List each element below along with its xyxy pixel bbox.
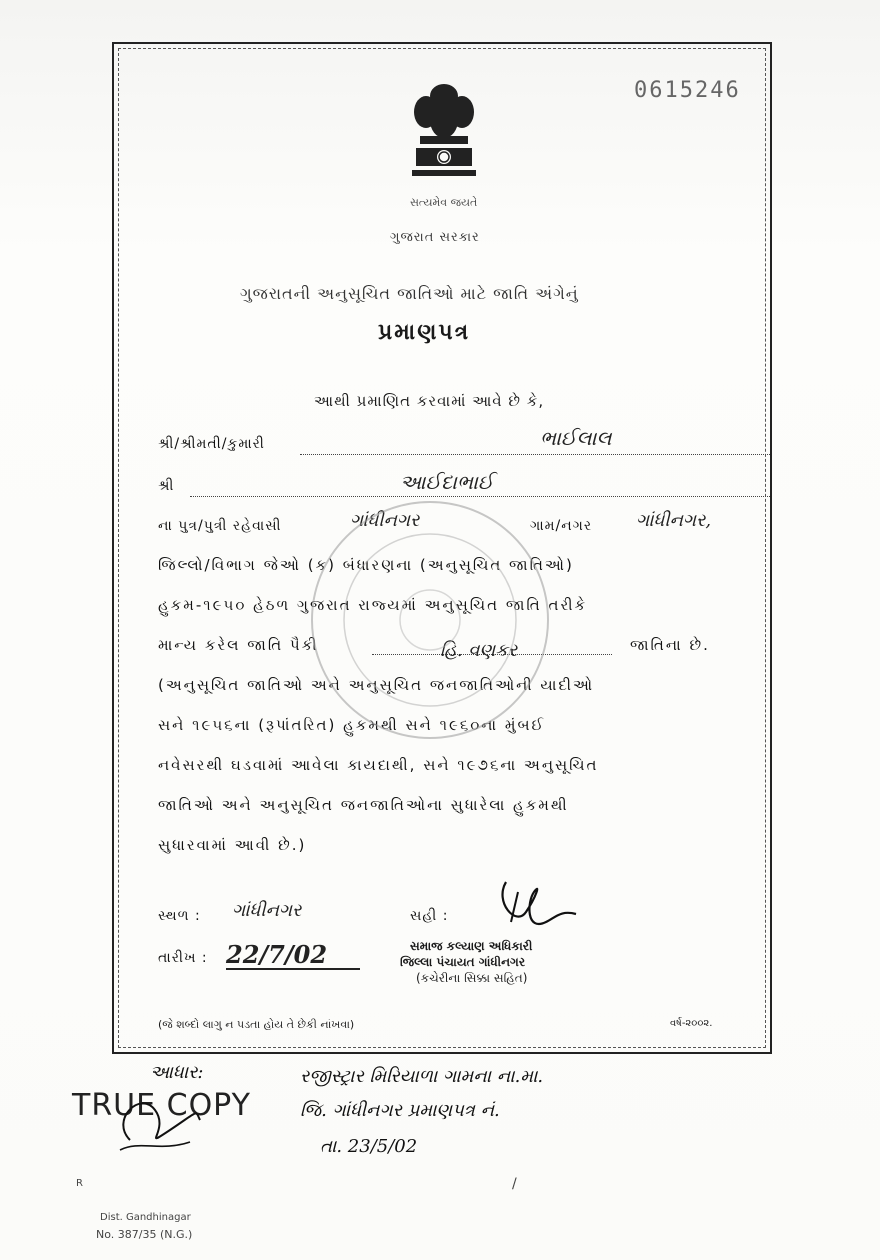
place-label: સ્થળ : [158,908,201,924]
attestation-signature [100,1080,210,1160]
certificate-intro: આથી પ્રમાણિત કરવામાં આવે છે કે, [314,392,545,410]
officer-signature [486,872,586,942]
official-line-1: સમાજ કલ્યાણ અધિકારી [410,939,533,953]
body-line-6: નવેસરથી ઘડવામાં આવેલા કાયદાથી, સને ૧૯૭૬ના અનુસૂચિત [158,756,599,774]
year-mark: વર્ષ-૨૦૦૨. [670,1018,713,1029]
office-seal-stamp [300,490,560,750]
basis-label: આધાર: [150,1062,204,1083]
official-designation [400,938,532,986]
official-line-2: જિલ્લા પંચાયત ગાંધીનગર [400,955,526,969]
caste-suffix: જાતિના છે. [630,636,710,654]
body-line-4: (અનુસૂચિત જાતિઓ અને અનુસૂચિત જનજાતિઓની યાદીઓ [158,676,595,694]
father-value: આઈદાભાઈ [400,470,494,494]
sign-label: સહી : [410,908,449,924]
national-emblem-icon [402,78,486,190]
father-label: શ્રી [158,478,175,494]
body-line-8: સુધારવામાં આવી છે.) [158,836,307,854]
serial-number: 0615246 [634,78,741,103]
body-line-3: માન્ય કરેલ જાતિ પૈકી [158,636,319,654]
body-line-7: જાતિઓ અને અનુસૂચિત જનજાતિઓના સુધારેલા હુકમથી [158,796,569,814]
place-value: ગાંધીનગર [232,900,302,921]
bottom-r-mark: R [76,1178,83,1189]
date-underline [226,968,360,970]
certificate-title: પ્રમાણપત્ર [378,320,471,345]
name-value: ભાઈલાલ [540,426,612,450]
date-value: 22/7/02 [226,940,328,969]
emblem-caption: સત્યમેવ જયતે [410,196,478,209]
footnote: (જે શબ્દો લાગુ ન પડતા હોય તે છેકી નાંખવા) [158,1018,355,1031]
annotation-line-2: જિ. ગાંધીનગર પ્રમાણપત્ર નં. [300,1100,500,1121]
body-line-1: જિલ્લો/વિભાગ જેઓ (ક) બંધારણના (અનુસૂચિત જાતિઓ) [158,556,574,574]
village-label: ગામ/નગર [530,518,593,534]
official-line-3: (કચેરીના સિક્કા સહિત) [416,971,528,985]
son-label: ના પુત્ર/પુત્રી રહેવાસી [158,518,282,534]
caste-value: હિ. વણકર [440,640,518,661]
residence-value: ગાંધીનગર [350,510,420,531]
annotation-line-3: તા. 23/5/02 [320,1136,418,1157]
date-label: તારીખ : [158,950,208,966]
true-copy-stamp: TRUE COPY [72,1088,251,1123]
name-label: શ્રી/શ્રીમતી/કુમારી [158,436,265,452]
annotation-line-1: રજીસ્ટ્રાર મિરિયાળા ગામના ના.મા. [300,1066,544,1087]
village-value: ગાંધીનગર, [636,510,712,531]
bottom-slash-mark: / [512,1176,517,1192]
bottom-line-2: No. 387/35 (N.G.) [96,1228,193,1241]
government-name: ગુજરાત સરકાર [390,230,480,245]
body-line-5: સને ૧૯૫૬ના (રૂપાંતરિત) હુકમથી સને ૧૯૬૦ના મુંબઈ [158,716,546,734]
bottom-line-1: Dist. Gandhinagar [100,1212,191,1223]
body-line-2: હુકમ-૧૯૫૦ હેઠળ ગુજરાત રાજ્યમાં અનુસૂચિત જાતિ તરીકે [158,596,588,614]
certificate-subtitle: ગુજરાતની અનુસૂચિત જાતિઓ માટે જાતિ અંગેનું [240,284,579,303]
name-dotline [300,454,770,455]
